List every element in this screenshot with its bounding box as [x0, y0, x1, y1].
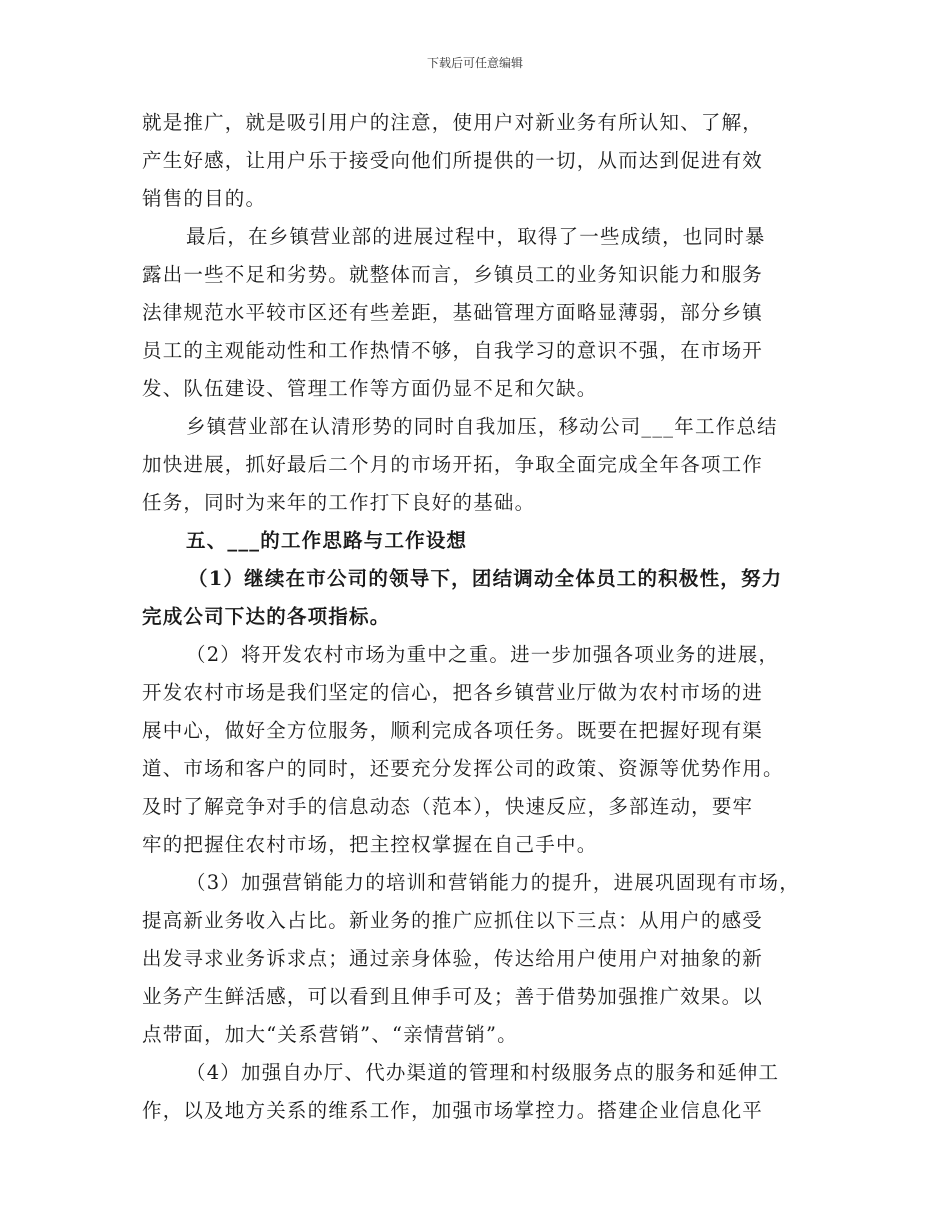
text-line: 销售的目的。 — [142, 187, 267, 210]
text-line: 及时了解竞争对手的信息动态（范本），快速反应，多部连动，要牢 — [142, 795, 754, 818]
text-line: 提高新业务收入占比。新业务的推广应抓住以下三点：从用户的感受 — [142, 909, 764, 932]
text-line: 道、市场和客户的同时，还要充分发挥公司的政策、资源等优势作用。 — [142, 757, 784, 780]
text-line: 加快进展，抓好最后二个月的市场开拓，争取全面完成全年各项工作 — [142, 453, 764, 476]
text-line: 产生好感，让用户乐于接受向他们所提供的一切，从而达到促进有效 — [142, 149, 764, 172]
text-line: 露出一些不足和劣势。就整体而言，乡镇员工的业务知识能力和服务 — [142, 263, 764, 286]
text-line: 展中心，做好全方位服务，顺利完成各项任务。既要在把握好现有渠 — [142, 719, 764, 742]
text-line: 就是推广，就是吸引用户的注意，使用户对新业务有所认知、了解， — [142, 111, 764, 134]
text-line: 点带面，加大“关系营销”、“亲情营销”。 — [142, 1023, 518, 1046]
text-line: 任务，同时为来年的工作打下良好的基础。 — [142, 491, 536, 514]
text-line: 法律规范水平较市区还有些差距，基础管理方面略显薄弱，部分乡镇 — [142, 301, 764, 324]
text-line: 开发农村市场是我们坚定的信心，把各乡镇营业厅做为农村市场的进 — [142, 681, 764, 704]
text-line: （4）加强自办厅、代办渠道的管理和村级服务点的服务和延伸工 — [186, 1061, 780, 1084]
page-header: 下载后可任意编辑 — [426, 56, 523, 70]
text-line: （3）加强营销能力的培训和营销能力的提升，进展巩固现有市场， — [186, 871, 800, 894]
text-line: 发、队伍建设、管理工作等方面仍显不足和欠缺。 — [142, 377, 598, 400]
document-body — [142, 104, 832, 1130]
text-line: 员工的主观能动性和工作热情不够，自我学习的意识不强，在市场开 — [142, 339, 764, 362]
section-heading: 五、___的工作思路与工作设想 — [186, 529, 468, 552]
text-line: 业务产生鲜活感，可以看到且伸手可及；善于借势加强推广效果。以 — [142, 985, 764, 1008]
text-line: 牢的把握住农村市场，把主控权掌握在自己手中。 — [142, 833, 598, 856]
text-line: 乡镇营业部在认清形势的同时自我加压，移动公司___年工作总结 — [186, 415, 778, 438]
bold-text-line: 完成公司下达的各项指标。 — [142, 605, 391, 628]
text-line: 最后，在乡镇营业部的进展过程中，取得了一些成绩，也同时暴 — [186, 225, 766, 248]
bold-text-line: （1）继续在市公司的领导下，团结调动全体员工的积极性，努力 — [188, 567, 783, 590]
text-line: 出发寻求业务诉求点；通过亲身体验，传达给用户使用户对抽象的新 — [142, 947, 764, 970]
text-line: 作，以及地方关系的维系工作，加强市场掌控力。搭建企业信息化平 — [142, 1099, 764, 1122]
text-line: （2）将开发农村市场为重中之重。进一步加强各项业务的进展， — [186, 643, 780, 666]
